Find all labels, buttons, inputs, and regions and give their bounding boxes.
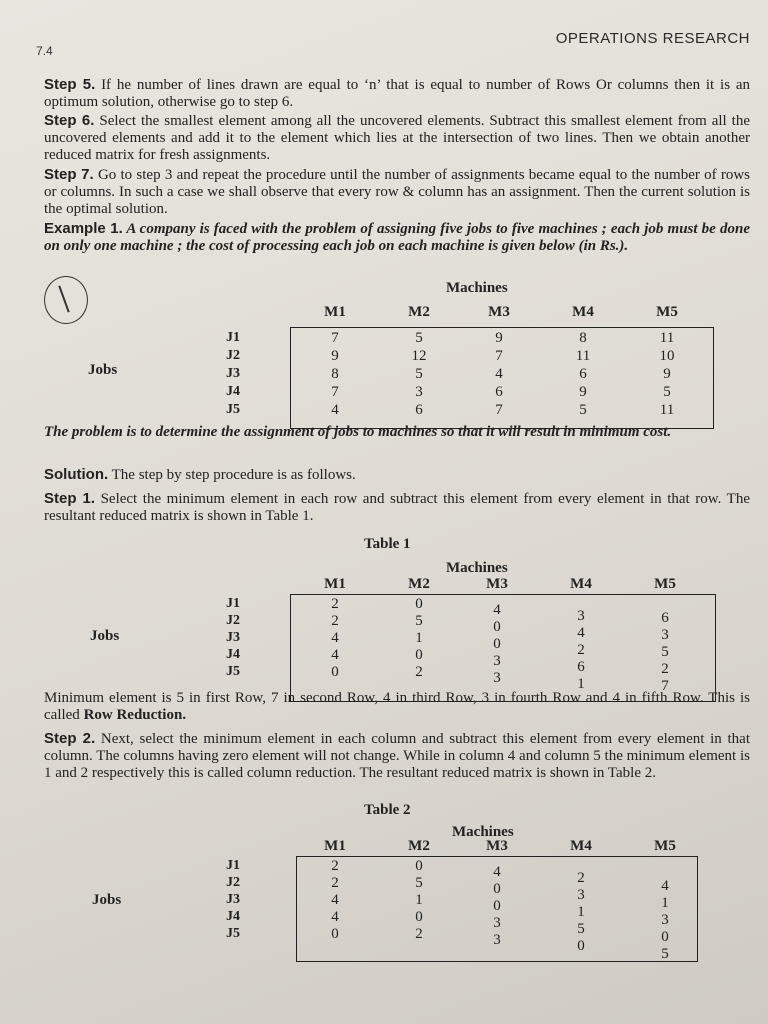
matrix-cell: 7: [331, 384, 339, 400]
jobs-label: Jobs: [88, 362, 118, 378]
matrix-cell: 7: [495, 348, 503, 364]
matrix-cell: 7: [495, 402, 503, 418]
column-header-m1: M1: [324, 576, 346, 592]
matrix-cell: 4: [331, 402, 339, 418]
matrix-cell: 0: [415, 596, 423, 612]
matrix-cell: 9: [663, 366, 671, 382]
matrix-cell: 5: [579, 402, 587, 418]
matrix-cell: 11: [659, 402, 675, 418]
problem-statement: The problem is to determine the assignment of jobs to machines so that it will result in minimum cost.: [44, 424, 672, 440]
row-label-j2: J2: [226, 613, 240, 628]
matrix-cell: 5: [415, 330, 423, 346]
row-label-j4: J4: [226, 909, 240, 924]
matrix-cell: 3: [661, 912, 669, 928]
matrix-cell: 4: [331, 892, 339, 908]
step-7-text: Go to step 3 and repeat the procedure until the number of assignments became equal to the number of rows or columns. In such a case we shall observe that every row & column has an assignment. Then the current solution is the optimal solution.: [44, 167, 751, 217]
matrix-cell: 2: [331, 596, 339, 612]
matrix-cell: 2: [415, 664, 423, 680]
step-5-text: If he number of lines drawn are equal to ‘n’ that is equal to number of Rows Or columns then it is an optimum solution, otherwise go to step 6.: [44, 77, 751, 110]
matrix-cell: 0: [331, 926, 339, 942]
matrix-cell: 9: [579, 384, 587, 400]
matrix-cell: 2: [331, 613, 339, 629]
matrix-cell: 1: [661, 895, 669, 911]
matrix-cell: 3: [415, 384, 423, 400]
matrix-cell: 5: [661, 644, 669, 660]
matrix-cell: 2: [415, 926, 423, 942]
row-reduction-text: Minimum element is 5 in first Row, 7 in second Row, 4 in third Row, 3 in fourth Row and 4 in fifth Row. This is called: [44, 690, 750, 723]
row-reduction-bold: Row Reduction.: [83, 707, 187, 723]
matrix-cell: 7: [331, 330, 339, 346]
row-label-j4: J4: [226, 647, 240, 662]
row-label-j4: J4: [226, 384, 240, 399]
matrix-cell: 3: [577, 608, 585, 624]
matrix-cell: 3: [577, 887, 585, 903]
row-label-j3: J3: [226, 630, 240, 645]
column-header-m1: M1: [324, 838, 346, 854]
matrix-cell: 0: [415, 909, 423, 925]
column-header-m5: M5: [654, 576, 676, 592]
row-label-j1: J1: [226, 596, 240, 611]
matrix-cell: 0: [415, 858, 423, 874]
step-6: [44, 112, 750, 164]
matrix-cell: 5: [415, 613, 423, 629]
step-1: [44, 490, 750, 525]
solution-text: The step by step procedure is as follows.: [111, 467, 356, 483]
matrix-cell: 11: [659, 330, 675, 346]
matrix-cell: 0: [493, 619, 501, 635]
matrix-cell: 3: [493, 653, 501, 669]
row-label-j1: J1: [226, 330, 240, 345]
machines-heading: Machines: [446, 560, 508, 576]
matrix-cell: 0: [493, 898, 501, 914]
page-number: 7.4: [36, 44, 53, 58]
matrix-cell: 5: [415, 875, 423, 891]
matrix-cell: 11: [575, 348, 591, 364]
matrix-cell: 6: [495, 384, 503, 400]
solution-label: Solution.: [44, 466, 109, 483]
matrix-cell: 2: [661, 661, 669, 677]
matrix-cell: 4: [493, 864, 501, 880]
example-label: Example 1.: [44, 220, 123, 237]
row-label-j5: J5: [226, 926, 240, 941]
matrix-cell: 1: [577, 676, 585, 692]
row-label-j3: J3: [226, 892, 240, 907]
handwritten-circle-mark: [44, 276, 88, 324]
row-reduction-note: [44, 690, 750, 724]
solution: [44, 466, 750, 484]
matrix-cell: 8: [331, 366, 339, 382]
step-2: [44, 730, 750, 782]
matrix-cell: 0: [493, 881, 501, 897]
matrix-cell: 6: [579, 366, 587, 382]
step-2-text: Next, select the minimum element in each column and subtract this element from every element in that column. The columns having zero element will not change. While in column 4 and column 5 the minimum element is 1 and 2 respectively this is called column reduction. The resultant reduced matrix is shown in Table 2.: [44, 731, 751, 781]
matrix-cell: 4: [331, 909, 339, 925]
matrix-cell: 3: [493, 932, 501, 948]
matrix-cell: 6: [415, 402, 423, 418]
matrix-cell: 6: [577, 659, 585, 675]
row-label-j2: J2: [226, 348, 240, 363]
running-header: OPERATIONS RESEARCH: [555, 30, 750, 47]
matrix-cell: 5: [415, 366, 423, 382]
row-label-j1: J1: [226, 858, 240, 873]
step-2-label: Step 2.: [44, 730, 96, 747]
matrix-cell: 2: [331, 858, 339, 874]
matrix-cell: 0: [415, 647, 423, 663]
matrix-cell: 3: [661, 627, 669, 643]
matrix-cell: 4: [661, 878, 669, 894]
table-2-title: Table 2: [364, 802, 411, 818]
matrix-cell: 4: [577, 625, 585, 641]
matrix-cell: 3: [493, 670, 501, 686]
matrix-cell: 5: [661, 946, 669, 962]
step-5: [44, 76, 750, 111]
matrix-cell: 1: [577, 904, 585, 920]
matrix-cell: 5: [663, 384, 671, 400]
matrix-cell: 2: [577, 642, 585, 658]
matrix-cell: 6: [661, 610, 669, 626]
step-7: [44, 166, 750, 218]
column-header-m5: M5: [656, 304, 678, 320]
table-1-title: Table 1: [364, 536, 411, 552]
column-header-m4: M4: [570, 838, 592, 854]
step-7-label: Step 7.: [44, 166, 94, 183]
column-header-m3: M3: [488, 304, 510, 320]
matrix-cell: 2: [331, 875, 339, 891]
step-6-label: Step 6.: [44, 112, 95, 129]
example-1: [44, 220, 750, 255]
matrix-cell: 5: [577, 921, 585, 937]
matrix-cell: 0: [331, 664, 339, 680]
matrix-cell: 12: [411, 348, 427, 364]
row-label-j5: J5: [226, 402, 240, 417]
row-label-j5: J5: [226, 664, 240, 679]
matrix-cell: 4: [493, 602, 501, 618]
matrix-cell: 4: [495, 366, 503, 382]
column-header-m2: M2: [408, 838, 430, 854]
matrix-cell: 2: [577, 870, 585, 886]
matrix-cell: 0: [577, 938, 585, 954]
step-6-text: Select the smallest element among all the uncovered elements. Subtract this smallest element from all the uncovered elements and add it to the element which lies at the intersection of two lines. Then we obtain another reduced matrix for fresh assignments.: [44, 113, 751, 163]
column-header-m3: M3: [486, 838, 508, 854]
row-label-j3: J3: [226, 366, 240, 381]
matrix-cell: 7: [661, 678, 669, 694]
column-header-m4: M4: [570, 576, 592, 592]
matrix-cell: 3: [493, 915, 501, 931]
matrix-cell: 4: [331, 647, 339, 663]
column-header-m3: M3: [486, 576, 508, 592]
column-header-m1: M1: [324, 304, 346, 320]
column-header-m5: M5: [654, 838, 676, 854]
machines-heading: Machines: [446, 280, 508, 296]
matrix-cell: 8: [579, 330, 587, 346]
matrix-cell: 10: [659, 348, 675, 364]
matrix-cell: 1: [415, 630, 423, 646]
matrix-cell: 9: [495, 330, 503, 346]
row-label-j2: J2: [226, 875, 240, 890]
machines-heading: Machines: [452, 824, 514, 840]
step-1-text: Select the minimum element in each row and subtract this element from every element in that row. The resultant reduced matrix is shown in Table 1.: [44, 491, 750, 524]
step-5-label: Step 5.: [44, 76, 96, 93]
matrix-cell: 0: [493, 636, 501, 652]
column-header-m2: M2: [408, 304, 430, 320]
jobs-label: Jobs: [90, 628, 120, 644]
column-header-m2: M2: [408, 576, 430, 592]
matrix-cell: 4: [331, 630, 339, 646]
matrix-cell: 0: [661, 929, 669, 945]
step-1-label: Step 1.: [44, 490, 95, 507]
column-header-m4: M4: [572, 304, 594, 320]
example-text: A company is faced with the problem of assigning five jobs to five machines ; each job must be done on only one machine ; the cost of processing each job on each machine is given below (in Rs.).: [44, 221, 750, 254]
jobs-label: Jobs: [92, 892, 122, 908]
matrix-cell: 1: [415, 892, 423, 908]
matrix-cell: 9: [331, 348, 339, 364]
